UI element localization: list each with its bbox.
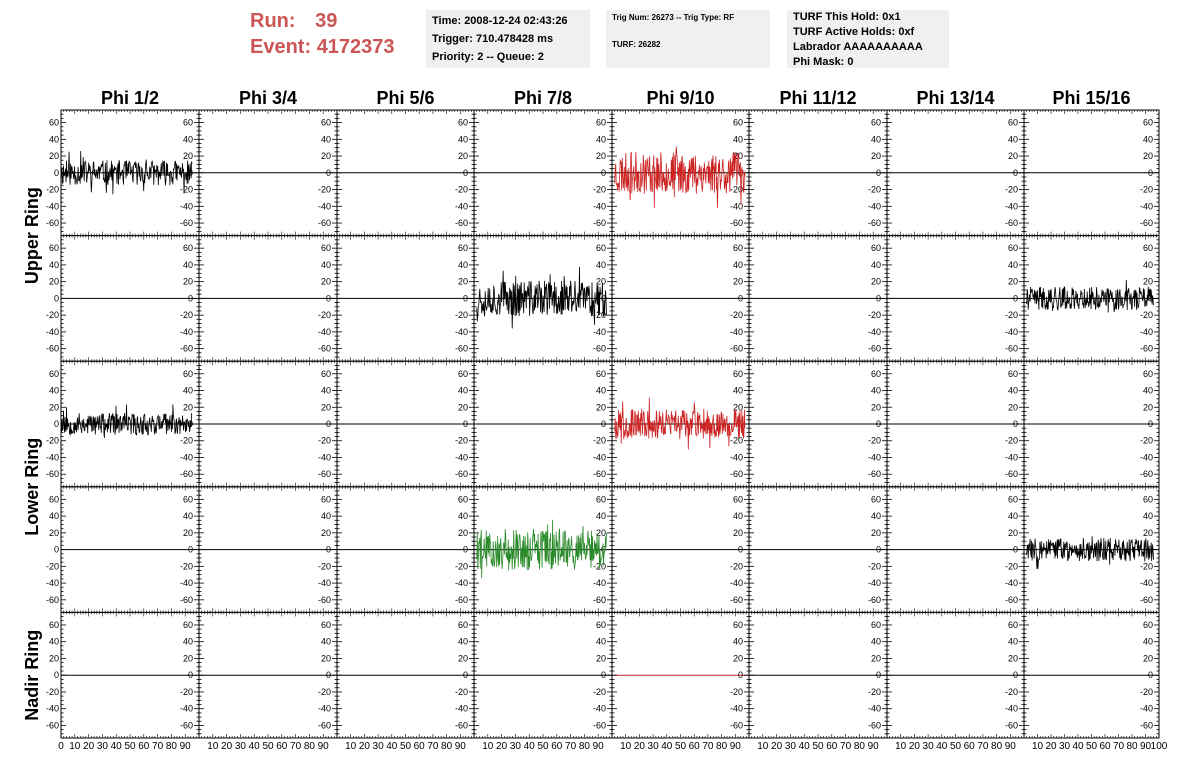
y-tick-label: 60 [182, 117, 193, 128]
y-tick-label: 40 [595, 134, 606, 145]
y-tick-label: 20 [595, 402, 606, 413]
y-tick-label: 40 [320, 385, 331, 396]
y-tick-label: -20 [454, 435, 468, 446]
y-tick-label: -20 [179, 561, 193, 572]
y-tick-label: -60 [867, 469, 881, 480]
y-tick-label: -20 [454, 184, 468, 195]
y-tick-label: 60 [595, 368, 606, 379]
y-tick-label: -40 [454, 201, 468, 212]
y-tick-label: -20 [1004, 310, 1018, 321]
waveform-panel [749, 236, 887, 362]
y-tick-label: 20 [1142, 276, 1153, 287]
y-tick-label: 0 [462, 419, 468, 429]
y-tick-label: 40 [595, 511, 606, 522]
y-tick-label: -40 [867, 452, 881, 463]
y-tick-label: 60 [182, 494, 193, 505]
y-tick-label: 20 [48, 151, 59, 162]
y-tick-label: 60 [1007, 368, 1018, 379]
y-tick-label: 0 [1012, 419, 1018, 429]
column-header: Phi 13/14 [916, 88, 995, 108]
y-tick-label: 0 [737, 167, 743, 178]
y-tick-label: -20 [1004, 435, 1018, 446]
y-tick-label: 60 [1007, 117, 1018, 128]
waveform-panel [887, 110, 1024, 236]
y-tick-label: -60 [454, 469, 468, 480]
y-tick-label: 40 [870, 259, 881, 270]
event-label: Event: [250, 36, 312, 58]
column-header: Phi 15/16 [1052, 88, 1131, 108]
y-tick-label: -60 [592, 469, 606, 480]
y-tick-label: 60 [732, 117, 743, 128]
y-tick-label: 0 [53, 544, 59, 555]
y-tick-label: -40 [45, 201, 59, 212]
y-tick-label: 20 [48, 402, 59, 413]
y-tick-label: 40 [48, 259, 59, 270]
y-tick-label: -60 [454, 594, 468, 605]
y-tick-label: -60 [454, 343, 468, 354]
y-tick-label: 60 [1142, 243, 1153, 254]
y-tick-label: 20 [870, 151, 881, 162]
y-tick-label: -60 [867, 343, 881, 354]
y-tick-label: -60 [45, 343, 59, 354]
y-tick-label: 0 [737, 293, 743, 304]
y-tick-label: 40 [48, 511, 59, 522]
labrador-text: Labrador AAAAAAAAAA [793, 41, 923, 53]
y-tick-label: -20 [729, 561, 743, 572]
y-tick-label: -20 [592, 561, 606, 572]
waveform-panel [199, 236, 337, 362]
y-tick-label: 20 [732, 276, 743, 287]
y-tick-label: 60 [1007, 243, 1018, 254]
y-tick-label: 40 [48, 134, 59, 145]
y-tick-label: -40 [867, 326, 881, 337]
y-tick-label: 0 [875, 293, 881, 304]
y-tick-label: -60 [1004, 343, 1018, 354]
trigger-text: Trigger: 710.478428 ms [432, 33, 554, 45]
y-tick-label: 40 [595, 259, 606, 270]
y-tick-label: 40 [320, 511, 331, 522]
y-tick-label: -20 [592, 310, 606, 321]
y-tick-label: 60 [320, 243, 331, 254]
y-tick-label: 0 [187, 167, 193, 178]
y-tick-label: -60 [317, 469, 331, 480]
waveform-panel [749, 361, 887, 487]
y-tick-label: 60 [595, 243, 606, 254]
y-tick-label: 0 [187, 544, 193, 555]
y-tick-label: -20 [729, 184, 743, 195]
y-tick-label: 0 [737, 419, 743, 429]
y-tick-label: -60 [1004, 469, 1018, 480]
y-tick-label: -40 [592, 326, 606, 337]
y-tick-label: -20 [179, 184, 193, 195]
y-tick-label: -60 [867, 218, 881, 229]
y-tick-label: 20 [182, 276, 193, 287]
y-tick-label: 0 [600, 167, 606, 178]
y-tick-label: 20 [182, 527, 193, 538]
y-tick-label: -20 [867, 184, 881, 195]
y-tick-label: -40 [1139, 201, 1153, 212]
turf-num-text: TURF: 26282 [612, 40, 661, 49]
y-tick-label: -60 [45, 469, 59, 480]
y-tick-label: -20 [179, 435, 193, 446]
y-tick-label: 60 [595, 117, 606, 128]
y-tick-label: 0 [600, 544, 606, 555]
y-tick-label: 20 [182, 402, 193, 413]
y-tick-label: 20 [595, 151, 606, 162]
y-tick-label: 60 [182, 243, 193, 254]
y-tick-label: 0 [462, 544, 468, 555]
waveform-panel [199, 361, 337, 487]
y-tick-label: 60 [1142, 368, 1153, 379]
y-tick-label: -40 [317, 201, 331, 212]
y-tick-label: -20 [45, 184, 59, 195]
y-tick-label: 0 [187, 419, 193, 429]
y-tick-label: 0 [600, 293, 606, 304]
y-tick-label: -40 [45, 326, 59, 337]
y-tick-label: 20 [320, 527, 331, 538]
y-tick-label: 40 [320, 259, 331, 270]
y-tick-label: -40 [592, 578, 606, 589]
y-tick-label: -40 [592, 201, 606, 212]
y-tick-label: 0 [325, 419, 331, 429]
y-tick-label: -40 [729, 452, 743, 463]
y-tick-label: 40 [1007, 134, 1018, 145]
waveform-panel [337, 236, 474, 362]
y-tick-label: 20 [1142, 151, 1153, 162]
y-tick-label: 20 [457, 402, 468, 413]
y-tick-label: -60 [592, 594, 606, 605]
turf-active-text: TURF Active Holds: 0xf [793, 26, 915, 38]
y-tick-label: 0 [53, 293, 59, 304]
y-tick-label: -60 [179, 594, 193, 605]
y-tick-label: 20 [1142, 402, 1153, 413]
y-tick-label: -20 [729, 435, 743, 446]
y-tick-label: -60 [1004, 218, 1018, 229]
y-tick-label: 20 [457, 276, 468, 287]
y-tick-label: 40 [870, 385, 881, 396]
y-tick-label: 0 [875, 167, 881, 178]
y-tick-label: -60 [729, 469, 743, 480]
turf-hold-text: TURF This Hold: 0x1 [793, 11, 901, 23]
y-tick-label: -40 [317, 578, 331, 589]
y-tick-label: 60 [732, 243, 743, 254]
waveform-panel [887, 236, 1024, 362]
y-tick-label: -60 [592, 218, 606, 229]
y-tick-label: 20 [1007, 276, 1018, 287]
y-tick-label: 20 [457, 151, 468, 162]
y-tick-label: 40 [1007, 385, 1018, 396]
column-header: Phi 3/4 [238, 88, 298, 108]
y-tick-label: 0 [875, 419, 881, 429]
y-tick-label: 60 [457, 117, 468, 128]
waveform-panel [612, 236, 749, 362]
y-tick-label: -60 [729, 343, 743, 354]
y-tick-label: 40 [457, 134, 468, 145]
y-tick-label: 20 [1007, 151, 1018, 162]
y-tick-label: -20 [317, 310, 331, 321]
y-tick-label: 20 [320, 151, 331, 162]
y-tick-label: 60 [320, 368, 331, 379]
row-group-label: Nadir Ring [22, 629, 42, 721]
y-tick-label: 0 [1012, 167, 1018, 178]
column-header: Phi 5/6 [376, 88, 435, 108]
y-tick-label: 0 [600, 419, 606, 429]
y-tick-label: -20 [1139, 435, 1153, 446]
event-value: 4172373 [316, 36, 395, 58]
y-tick-label: 20 [48, 527, 59, 538]
y-tick-label: -60 [729, 594, 743, 605]
column-header: Phi 9/10 [646, 88, 715, 108]
y-tick-label: 40 [595, 385, 606, 396]
y-tick-label: -40 [729, 326, 743, 337]
y-tick-label: -20 [317, 435, 331, 446]
y-tick-label: -40 [45, 578, 59, 589]
y-tick-label: 0 [325, 293, 331, 304]
y-tick-label: -60 [45, 594, 59, 605]
y-tick-label: 0 [1147, 419, 1153, 429]
y-tick-label: -20 [179, 310, 193, 321]
priority-text: Priority: 2 -- Queue: 2 [432, 51, 544, 63]
y-tick-label: -40 [179, 578, 193, 589]
y-tick-label: 60 [595, 494, 606, 505]
y-tick-label: 40 [732, 259, 743, 270]
run-value: 39 [315, 10, 338, 32]
y-tick-label: 20 [870, 276, 881, 287]
waveform-panel [1024, 361, 1159, 487]
y-tick-label: 20 [1007, 402, 1018, 413]
y-tick-label: 40 [732, 511, 743, 522]
y-tick-label: 40 [732, 385, 743, 396]
y-tick-label: -40 [1004, 326, 1018, 337]
y-tick-label: 20 [870, 402, 881, 413]
y-tick-label: -20 [1139, 184, 1153, 195]
waveform-panel [337, 110, 474, 236]
y-tick-label: -20 [867, 310, 881, 321]
y-tick-label: 20 [595, 527, 606, 538]
waveform-panel [612, 487, 749, 613]
waveform-panel [749, 487, 887, 613]
y-tick-label: 40 [457, 511, 468, 522]
y-tick-label: -60 [317, 343, 331, 354]
waveform-panel [337, 361, 474, 487]
y-tick-label: 60 [48, 494, 59, 505]
y-tick-label: -60 [592, 343, 606, 354]
waveform-panel [199, 487, 337, 613]
y-tick-label: 60 [732, 494, 743, 505]
y-tick-label: 40 [320, 134, 331, 145]
y-tick-label: -60 [1139, 218, 1153, 229]
y-tick-label: -20 [454, 310, 468, 321]
row-group-label: Upper Ring [22, 187, 42, 285]
y-tick-label: 20 [457, 527, 468, 538]
y-tick-label: -60 [1139, 343, 1153, 354]
y-tick-label: 40 [182, 259, 193, 270]
column-header: Phi 7/8 [513, 88, 573, 108]
y-tick-label: -40 [179, 452, 193, 463]
y-tick-label: 60 [48, 117, 59, 128]
y-tick-label: 0 [462, 293, 468, 304]
y-tick-label: 0 [53, 419, 59, 429]
y-tick-label: 0 [53, 167, 59, 178]
y-tick-label: -40 [1004, 452, 1018, 463]
y-tick-label: 0 [737, 544, 743, 555]
y-tick-label: -60 [179, 469, 193, 480]
y-tick-label: -20 [317, 561, 331, 572]
y-tick-label: -40 [317, 452, 331, 463]
y-tick-label: 60 [870, 243, 881, 254]
y-tick-label: -40 [454, 452, 468, 463]
y-tick-label: 60 [732, 368, 743, 379]
y-tick-label: 60 [48, 243, 59, 254]
column-header: Phi 1/2 [100, 88, 160, 108]
waveform-panel [46, 487, 199, 613]
y-tick-label: -40 [867, 201, 881, 212]
y-tick-label: -20 [1139, 310, 1153, 321]
waveform-panel [474, 110, 612, 236]
y-tick-label: -60 [317, 594, 331, 605]
waveform-panel [749, 110, 887, 236]
y-tick-label: 40 [1007, 259, 1018, 270]
y-tick-label: -40 [1139, 326, 1153, 337]
waveform-panel [887, 361, 1024, 487]
y-tick-label: 0 [1012, 293, 1018, 304]
y-tick-label: -60 [179, 343, 193, 354]
y-tick-label: -40 [729, 578, 743, 589]
y-tick-label: 40 [457, 259, 468, 270]
row-group-label: Lower Ring [22, 437, 42, 536]
y-tick-label: -40 [1004, 201, 1018, 212]
y-tick-label: 20 [732, 402, 743, 413]
y-tick-label: 20 [732, 151, 743, 162]
column-header: Phi 11/12 [779, 88, 857, 108]
y-tick-label: 20 [48, 276, 59, 287]
y-tick-label: -20 [317, 184, 331, 195]
y-tick-label: 60 [457, 494, 468, 505]
y-tick-label: 40 [1142, 259, 1153, 270]
phi-mask-text: Phi Mask: 0 [793, 56, 854, 68]
y-tick-label: -60 [179, 218, 193, 229]
y-tick-label: 0 [1147, 167, 1153, 178]
y-tick-label: -60 [729, 218, 743, 229]
y-tick-label: -40 [592, 452, 606, 463]
y-tick-label: -60 [1139, 469, 1153, 480]
y-tick-label: 40 [870, 134, 881, 145]
y-tick-label: -40 [1139, 452, 1153, 463]
y-tick-label: 20 [182, 151, 193, 162]
y-tick-label: -40 [179, 201, 193, 212]
y-tick-label: 0 [462, 167, 468, 178]
time-text: Time: 2008-12-24 02:43:26 [432, 15, 568, 27]
trig-num-text: Trig Num: 26273 -- Trig Type: RF [612, 13, 735, 22]
y-tick-label: 20 [320, 276, 331, 287]
y-tick-label: 0 [325, 544, 331, 555]
y-tick-label: 60 [320, 494, 331, 505]
y-tick-label: -20 [592, 435, 606, 446]
y-tick-label: 60 [457, 368, 468, 379]
y-tick-label: -20 [454, 561, 468, 572]
run-label: Run: [250, 10, 296, 32]
y-tick-label: -20 [867, 435, 881, 446]
waveform-panel [474, 361, 612, 487]
y-tick-label: -20 [729, 310, 743, 321]
y-tick-label: 60 [457, 243, 468, 254]
y-tick-label: -20 [592, 184, 606, 195]
y-tick-label: 60 [320, 117, 331, 128]
y-tick-label: 60 [870, 368, 881, 379]
waveform-panel [46, 236, 199, 362]
y-tick-label: 40 [48, 385, 59, 396]
waveform-panel [199, 110, 337, 236]
y-tick-label: 40 [732, 134, 743, 145]
y-tick-label: 40 [182, 511, 193, 522]
y-tick-label: -60 [317, 218, 331, 229]
y-tick-label: -20 [45, 561, 59, 572]
y-tick-label: 40 [457, 385, 468, 396]
y-tick-label: -40 [454, 326, 468, 337]
y-tick-label: 20 [320, 402, 331, 413]
y-tick-label: 0 [1147, 293, 1153, 304]
waveform-panel [1024, 110, 1159, 236]
y-tick-label: 40 [1142, 134, 1153, 145]
y-tick-label: 0 [325, 167, 331, 178]
waveform-panel [337, 487, 474, 613]
y-tick-label: 40 [182, 134, 193, 145]
y-tick-label: -40 [454, 578, 468, 589]
y-tick-label: -40 [317, 326, 331, 337]
y-tick-label: 40 [182, 385, 193, 396]
y-tick-label: 60 [182, 368, 193, 379]
y-tick-label: 20 [732, 527, 743, 538]
y-tick-label: -20 [1004, 184, 1018, 195]
y-tick-label: 20 [595, 276, 606, 287]
y-tick-label: 60 [48, 368, 59, 379]
y-tick-label: -20 [45, 310, 59, 321]
y-tick-label: -60 [45, 218, 59, 229]
y-tick-label: -40 [179, 326, 193, 337]
y-tick-label: -40 [729, 201, 743, 212]
y-tick-label: -40 [45, 452, 59, 463]
y-tick-label: 0 [187, 293, 193, 304]
y-tick-label: 60 [870, 117, 881, 128]
y-tick-label: 40 [1142, 385, 1153, 396]
y-tick-label: -20 [45, 435, 59, 446]
y-tick-label: -60 [454, 218, 468, 229]
y-tick-label: 60 [1142, 117, 1153, 128]
